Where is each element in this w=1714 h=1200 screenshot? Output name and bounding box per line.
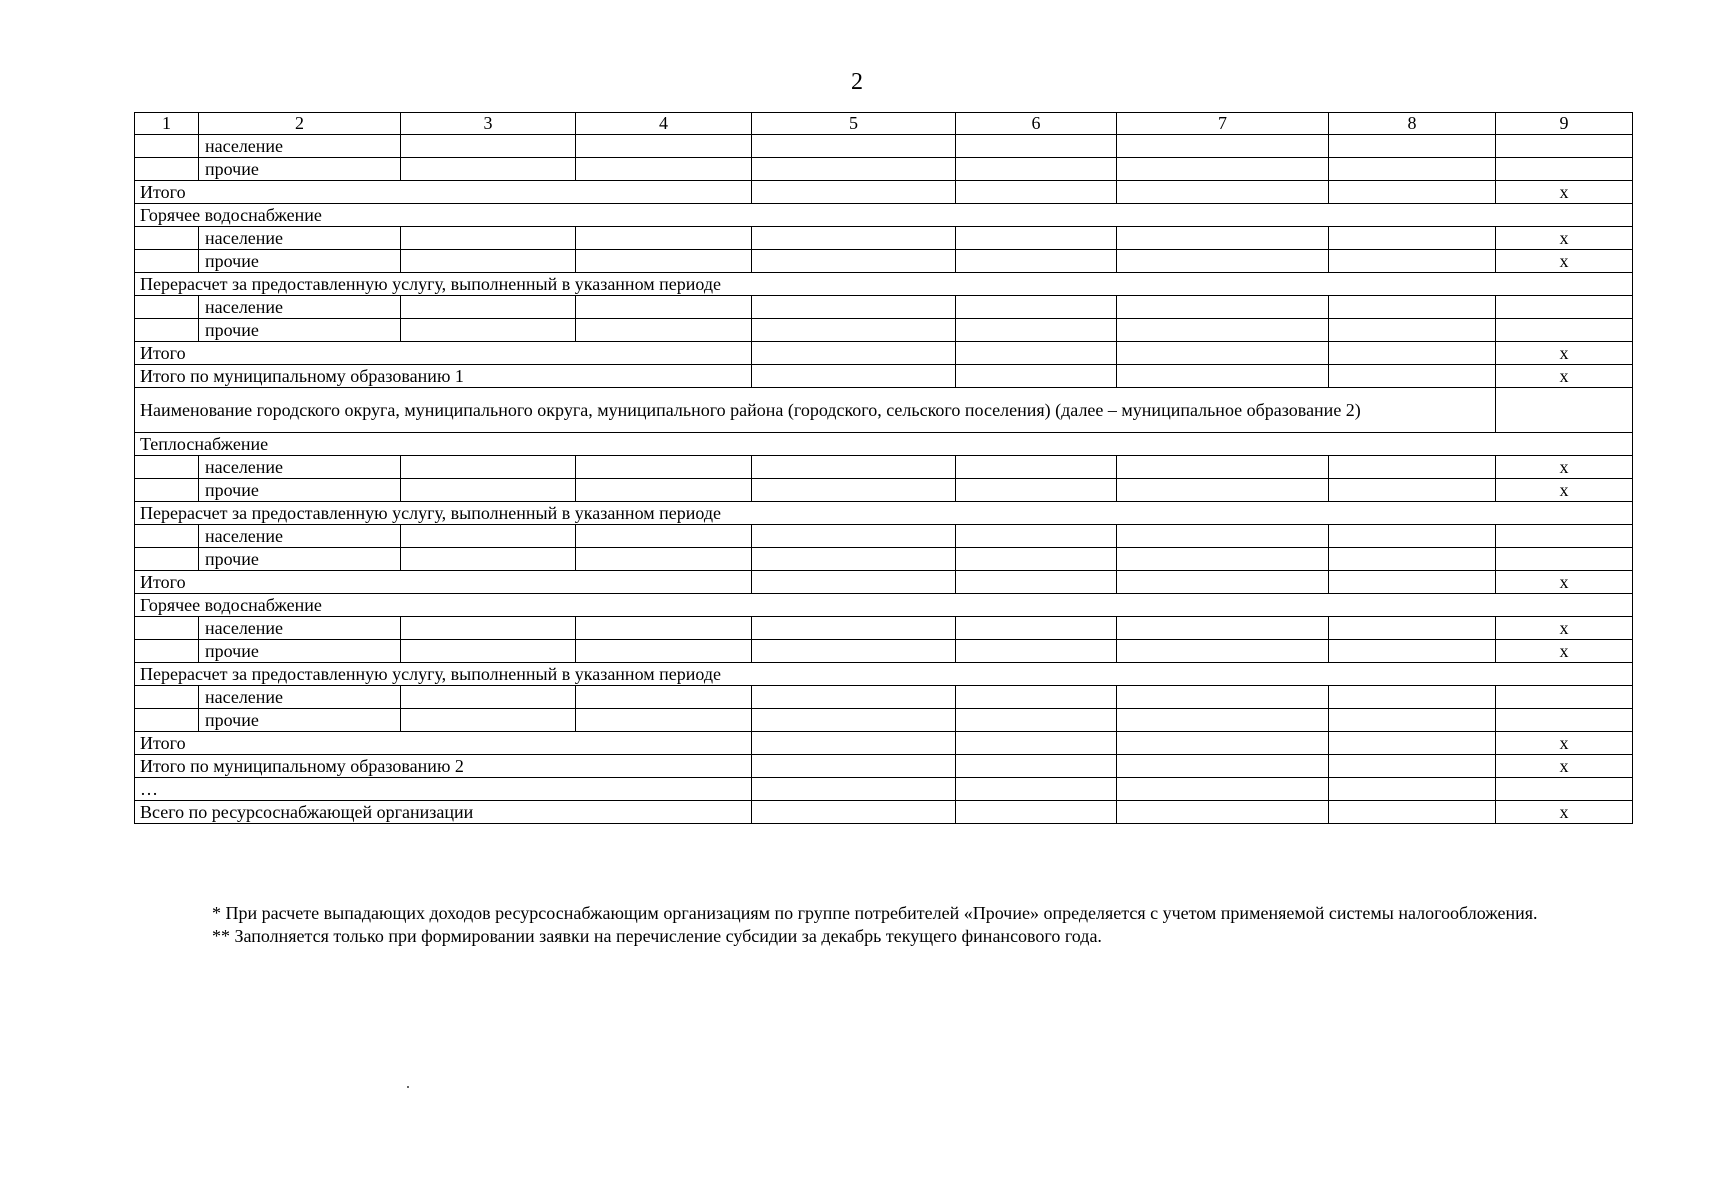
total-label: Итого по муниципальному образованию 1 [135, 365, 752, 388]
cell-col-8 [1329, 709, 1496, 732]
cell-col-4 [576, 158, 752, 181]
cell-col-6 [956, 548, 1117, 571]
cell-col-3 [401, 709, 576, 732]
cell-col-5 [752, 548, 956, 571]
cell-col-7 [1117, 227, 1329, 250]
row-label: население [199, 135, 401, 158]
table-row [135, 250, 1633, 273]
cell-col-1 [135, 319, 199, 342]
ellipsis-label: … [135, 778, 752, 801]
cell-col-7 [1117, 342, 1329, 365]
cell-col-5 [752, 250, 956, 273]
cell-col-4 [576, 709, 752, 732]
cell-col-4 [576, 548, 752, 571]
cell-col-5 [752, 755, 956, 778]
table-row [135, 227, 1633, 250]
section-row [135, 594, 1633, 617]
cell-col-7 [1117, 319, 1329, 342]
scan-speck [407, 1086, 409, 1088]
cell-col-3 [401, 686, 576, 709]
cell-col-6 [956, 342, 1117, 365]
cell-col-1 [135, 548, 199, 571]
cell-col-7 [1117, 801, 1329, 824]
column-number-4: 4 [576, 113, 752, 135]
cell-col-8 [1329, 227, 1496, 250]
cell-col-8 [1329, 479, 1496, 502]
cell-col-6 [956, 640, 1117, 663]
cell-col-8 [1329, 135, 1496, 158]
cell-col-5 [752, 181, 956, 204]
cell-col-3 [401, 158, 576, 181]
cell-col-7 [1117, 617, 1329, 640]
cell-col-6 [956, 181, 1117, 204]
row-label: население [199, 617, 401, 640]
cell-col-8 [1329, 640, 1496, 663]
cell-col-6 [956, 617, 1117, 640]
cell-col-5 [752, 732, 956, 755]
cell-col-7 [1117, 456, 1329, 479]
cell-col-4 [576, 296, 752, 319]
cell-col-8 [1329, 732, 1496, 755]
column-number-9: 9 [1496, 113, 1633, 135]
cell-col-5 [752, 365, 956, 388]
total-label: Итого [135, 571, 752, 594]
cell-col-7 [1117, 479, 1329, 502]
cell-col-3 [401, 456, 576, 479]
cell-col-1 [135, 686, 199, 709]
table-row [135, 319, 1633, 342]
cell-col-7 [1117, 158, 1329, 181]
cell-col-9 [1496, 525, 1633, 548]
footnote-1: * При расчете выпадающих доходов ресурсоснабжающим организациям по группе потребителей «Прочие» определяется с учетом применяемой системы налогообложения. [212, 903, 1538, 923]
municipality-title-row [135, 388, 1633, 433]
cell-col-3 [401, 525, 576, 548]
cell-col-6 [956, 801, 1117, 824]
section-heading: Теплоснабжение [135, 433, 1633, 456]
cell-col-8 [1329, 296, 1496, 319]
cell-col-9 [1496, 135, 1633, 158]
cell-col-9 [1496, 778, 1633, 801]
column-number-1: 1 [135, 113, 199, 135]
cell-col-9 [1496, 686, 1633, 709]
cell-col-7 [1117, 571, 1329, 594]
cell-col-4 [576, 227, 752, 250]
cell-col-9: x [1496, 456, 1633, 479]
cell-col-5 [752, 617, 956, 640]
cell-col-7 [1117, 755, 1329, 778]
cell-col-7 [1117, 732, 1329, 755]
table-row [135, 617, 1633, 640]
cell-col-8 [1329, 525, 1496, 548]
cell-col-6 [956, 319, 1117, 342]
cell-col-7 [1117, 686, 1329, 709]
cell-col-9: x [1496, 479, 1633, 502]
table-body [135, 113, 1633, 824]
cell-col-7 [1117, 181, 1329, 204]
cell-col-7 [1117, 135, 1329, 158]
cell-col-6 [956, 365, 1117, 388]
cell-col-5 [752, 227, 956, 250]
cell-col-8 [1329, 158, 1496, 181]
cell-col-3 [401, 617, 576, 640]
table-row [135, 296, 1633, 319]
cell-col-9: x [1496, 732, 1633, 755]
cell-col-5 [752, 479, 956, 502]
row-label: прочие [199, 158, 401, 181]
row-label: население [199, 686, 401, 709]
cell-col-9: x [1496, 640, 1633, 663]
cell-col-6 [956, 755, 1117, 778]
cell-col-8 [1329, 181, 1496, 204]
cell-col-9: x [1496, 181, 1633, 204]
cell-col-9: x [1496, 250, 1633, 273]
row-label: прочие [199, 548, 401, 571]
section-row [135, 204, 1633, 227]
cell-col-4 [576, 479, 752, 502]
cell-col-3 [401, 135, 576, 158]
cell-col-5 [752, 640, 956, 663]
report-table [134, 112, 1633, 824]
cell-col-6 [956, 135, 1117, 158]
cell-col-8 [1329, 571, 1496, 594]
cell-col-8 [1329, 548, 1496, 571]
cell-col-5 [752, 158, 956, 181]
cell-col-5 [752, 319, 956, 342]
table-row [135, 158, 1633, 181]
table-row [135, 525, 1633, 548]
cell-col-5 [752, 525, 956, 548]
cell-col-9: x [1496, 755, 1633, 778]
section-heading: Перерасчет за предоставленную услугу, выполненный в указанном периоде [135, 663, 1633, 686]
cell-col-5 [752, 571, 956, 594]
cell-col-9 [1496, 296, 1633, 319]
cell-col-8 [1329, 617, 1496, 640]
cell-col-9 [1496, 158, 1633, 181]
table-row [135, 479, 1633, 502]
cell-col-3 [401, 250, 576, 273]
footnote-2: ** Заполняется только при формировании заявки на перечисление субсидии за декабрь текущего финансового года. [212, 926, 1102, 946]
cell-col-9: x [1496, 617, 1633, 640]
section-heading: Перерасчет за предоставленную услугу, выполненный в указанном периоде [135, 273, 1633, 296]
cell-col-6 [956, 525, 1117, 548]
row-label: прочие [199, 319, 401, 342]
column-number-8: 8 [1329, 113, 1496, 135]
column-number-6: 6 [956, 113, 1117, 135]
cell-col-1 [135, 250, 199, 273]
cell-col-3 [401, 548, 576, 571]
cell-col-4 [576, 135, 752, 158]
cell-col-9 [1496, 319, 1633, 342]
cell-col-5 [752, 686, 956, 709]
cell-col-4 [576, 640, 752, 663]
table-row [135, 548, 1633, 571]
cell-col-9 [1496, 709, 1633, 732]
table-row [135, 686, 1633, 709]
cell-col-6 [956, 296, 1117, 319]
cell-col-5 [752, 456, 956, 479]
footnotes [138, 902, 1632, 948]
cell-col-8 [1329, 365, 1496, 388]
cell-col-3 [401, 640, 576, 663]
cell-col-7 [1117, 250, 1329, 273]
total-label: Итого [135, 732, 752, 755]
cell-col-8 [1329, 778, 1496, 801]
cell-col-8 [1329, 755, 1496, 778]
cell-col-1 [135, 709, 199, 732]
cell-col-4 [576, 617, 752, 640]
cell-col-1 [135, 640, 199, 663]
table-row [135, 456, 1633, 479]
total-row [135, 732, 1633, 755]
cell-col-6 [956, 778, 1117, 801]
table-row [135, 135, 1633, 158]
municipality-title: Наименование городского округа, муниципального округа, муниципального района (городского, сельского поселения) (далее – муниципальное образование 2) [135, 388, 1496, 433]
cell-col-4 [576, 525, 752, 548]
cell-col-9: x [1496, 801, 1633, 824]
cell-col-1 [135, 525, 199, 548]
cell-col-1 [135, 456, 199, 479]
total-row [135, 801, 1633, 824]
column-number-2: 2 [199, 113, 401, 135]
cell-col-1 [135, 158, 199, 181]
cell-col-8 [1329, 319, 1496, 342]
total-row [135, 365, 1633, 388]
cell-col-8 [1329, 686, 1496, 709]
ellipsis-row [135, 778, 1633, 801]
cell-col-6 [956, 158, 1117, 181]
section-heading: Горячее водоснабжение [135, 594, 1633, 617]
section-row [135, 502, 1633, 525]
section-row [135, 663, 1633, 686]
section-heading: Перерасчет за предоставленную услугу, выполненный в указанном периоде [135, 502, 1633, 525]
cell-col-7 [1117, 296, 1329, 319]
cell-col-3 [401, 479, 576, 502]
cell-col-6 [956, 250, 1117, 273]
cell-col-9 [1496, 548, 1633, 571]
cell-col-6 [956, 227, 1117, 250]
total-row [135, 571, 1633, 594]
cell-col-3 [401, 227, 576, 250]
cell-col-4 [576, 319, 752, 342]
total-label: Итого [135, 342, 752, 365]
row-label: население [199, 296, 401, 319]
cell-col-8 [1329, 250, 1496, 273]
cell-col-9: x [1496, 365, 1633, 388]
cell-col-7 [1117, 778, 1329, 801]
section-row [135, 433, 1633, 456]
column-number-7: 7 [1117, 113, 1329, 135]
total-row [135, 755, 1633, 778]
cell-col-5 [752, 135, 956, 158]
cell-col-1 [135, 227, 199, 250]
cell-col-6 [956, 732, 1117, 755]
cell-col-4 [576, 686, 752, 709]
row-label: прочие [199, 479, 401, 502]
total-row [135, 342, 1633, 365]
cell-col-5 [752, 342, 956, 365]
row-label: прочие [199, 250, 401, 273]
cell-col-1 [135, 296, 199, 319]
cell-col-6 [956, 709, 1117, 732]
row-label: население [199, 227, 401, 250]
cell-col-7 [1117, 640, 1329, 663]
cell-col-4 [576, 250, 752, 273]
total-label: Итого [135, 181, 752, 204]
cell-col-1 [135, 135, 199, 158]
cell-col-7 [1117, 709, 1329, 732]
cell-col-8 [1329, 342, 1496, 365]
cell-col-9: x [1496, 342, 1633, 365]
cell-col-8 [1329, 456, 1496, 479]
cell-col-5 [752, 709, 956, 732]
row-label: прочие [199, 640, 401, 663]
cell-col-7 [1117, 548, 1329, 571]
page-number: 2 [851, 69, 863, 95]
cell-col-5 [752, 778, 956, 801]
cell-col-1 [135, 479, 199, 502]
cell-col-9: x [1496, 571, 1633, 594]
column-number-5: 5 [752, 113, 956, 135]
cell-col-5 [752, 296, 956, 319]
table-header-row [135, 113, 1633, 135]
section-heading: Горячее водоснабжение [135, 204, 1633, 227]
cell-col-6 [956, 456, 1117, 479]
cell-col-3 [401, 319, 576, 342]
cell-col-9: x [1496, 227, 1633, 250]
total-label: Итого по муниципальному образованию 2 [135, 755, 752, 778]
row-label: население [199, 525, 401, 548]
cell-col-6 [956, 479, 1117, 502]
table-row [135, 640, 1633, 663]
cell-col-4 [576, 456, 752, 479]
cell-col-7 [1117, 365, 1329, 388]
cell-col-1 [135, 617, 199, 640]
total-label: Всего по ресурсоснабжающей организации [135, 801, 752, 824]
row-label: прочие [199, 709, 401, 732]
table-row [135, 709, 1633, 732]
cell-col-5 [752, 801, 956, 824]
section-row [135, 273, 1633, 296]
cell-col-3 [401, 296, 576, 319]
cell-col-9 [1496, 388, 1633, 433]
column-number-3: 3 [401, 113, 576, 135]
cell-col-8 [1329, 801, 1496, 824]
total-row [135, 181, 1633, 204]
cell-col-7 [1117, 525, 1329, 548]
row-label: население [199, 456, 401, 479]
cell-col-6 [956, 571, 1117, 594]
cell-col-6 [956, 686, 1117, 709]
